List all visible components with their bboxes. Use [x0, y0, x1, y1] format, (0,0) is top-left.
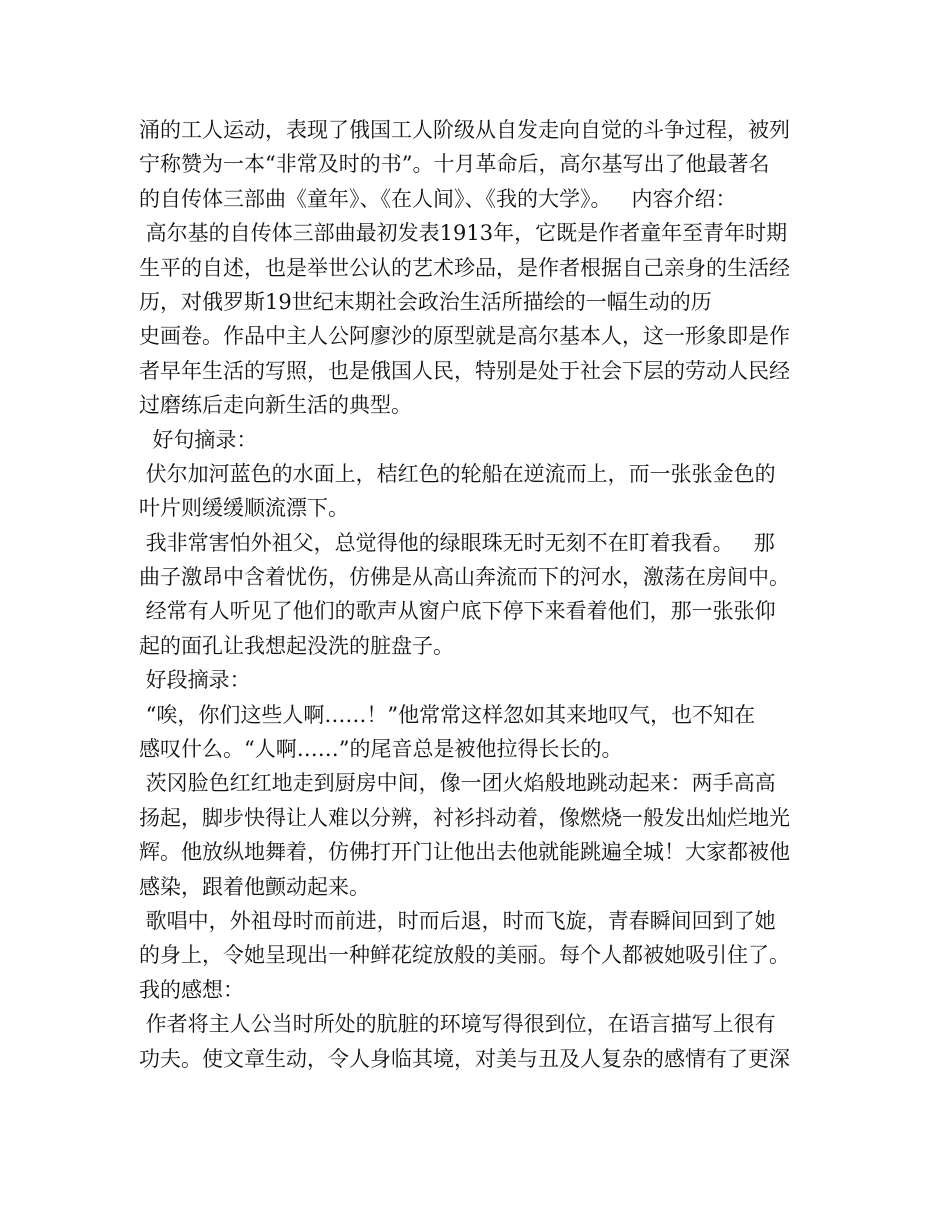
text-line: 我非常害怕外祖父，总觉得他的绿眼珠无时无刻不在盯着我看。 那: [139, 530, 775, 555]
text-line: 扬起，脚步快得让人难以分辨，衬衫抖动着，像燃烧一般发出灿烂地光: [139, 805, 790, 830]
text-line: “唉，你们这些人啊……！”他常常这样忽如其来地叹气，也不知在: [139, 702, 756, 727]
text-line: 感叹什么。“人啊……”的尾音总是被他拉得长长的。: [139, 737, 623, 762]
text-line: 过磨练后走向新生活的典型。: [139, 393, 412, 418]
text-line: 者早年生活的写照，也是俄国人民，特别是处于社会下层的劳动人民经: [139, 358, 790, 383]
text-line: 起的面孔让我想起没洗的脏盘子。: [139, 633, 454, 658]
text-line: 功夫。使文章生动，令人身临其境，对美与丑及人复杂的感情有了更深: [139, 1046, 790, 1071]
text-line: 历，对俄罗斯19世纪末期社会政治生活所描绘的一幅生动的历: [139, 289, 712, 314]
text-line: 高尔基的自传体三部曲最初发表1913年，它既是作者童年至青年时期: [139, 221, 788, 246]
text-line: 史画卷。作品中主人公阿廖沙的原型就是高尔基本人，这一形象即是作: [139, 324, 790, 349]
text-line: 辉。他放纵地舞着，仿佛打开门让他出去他就能跳遍全城！大家都被他: [139, 840, 790, 865]
text-line: 曲子激昂中含着忧伤，仿佛是从高山奔流而下的河水，激荡在房间中。: [139, 565, 790, 590]
text-line: 生平的自述，也是举世公认的艺术珍品，是作者根据自己亲身的生活经: [139, 255, 790, 280]
section-heading-good-sentences: 好句摘录：: [139, 427, 258, 452]
text-line: 涌的工人运动，表现了俄国工人阶级从自发走向自觉的斗争过程，被列: [139, 118, 790, 142]
section-heading-my-thoughts: 我的感想：: [139, 977, 244, 1002]
text-line: 经常有人听见了他们的歌声从窗户底下停下来看着他们，那一张张仰: [139, 599, 776, 624]
text-line: 歌唱中，外祖母时而前进，时而后退，时而飞旋，青春瞬间回到了她: [139, 908, 776, 933]
text-line: 感染，跟着他颤动起来。: [139, 874, 370, 899]
text-line: 的自传体三部曲《童年》、《在人间》、《我的大学》。 内容介绍：: [139, 186, 737, 211]
text-line: 伏尔加河蓝色的水面上，桔红色的轮船在逆流而上，而一张张金色的: [139, 461, 776, 486]
document-body: [139, 113, 819, 1076]
text-line: 茨冈脸色红红地走到厨房中间，像一团火焰般地跳动起来：两手高高: [139, 771, 776, 796]
section-heading-good-paragraphs: 好段摘录：: [139, 668, 251, 693]
text-line: 作者将主人公当时所处的肮脏的环境写得很到位，在语言描写上很有: [139, 1012, 776, 1037]
text-line: 叶片则缓缓顺流漂下。: [139, 496, 349, 521]
text-line: 宁称赞为一本“非常及时的书”。十月革命后，高尔基写出了他最著名: [139, 152, 770, 177]
text-line: 的身上，令她呈现出一种鲜花绽放般的美丽。每个人都被她吸引住了。: [139, 943, 790, 968]
